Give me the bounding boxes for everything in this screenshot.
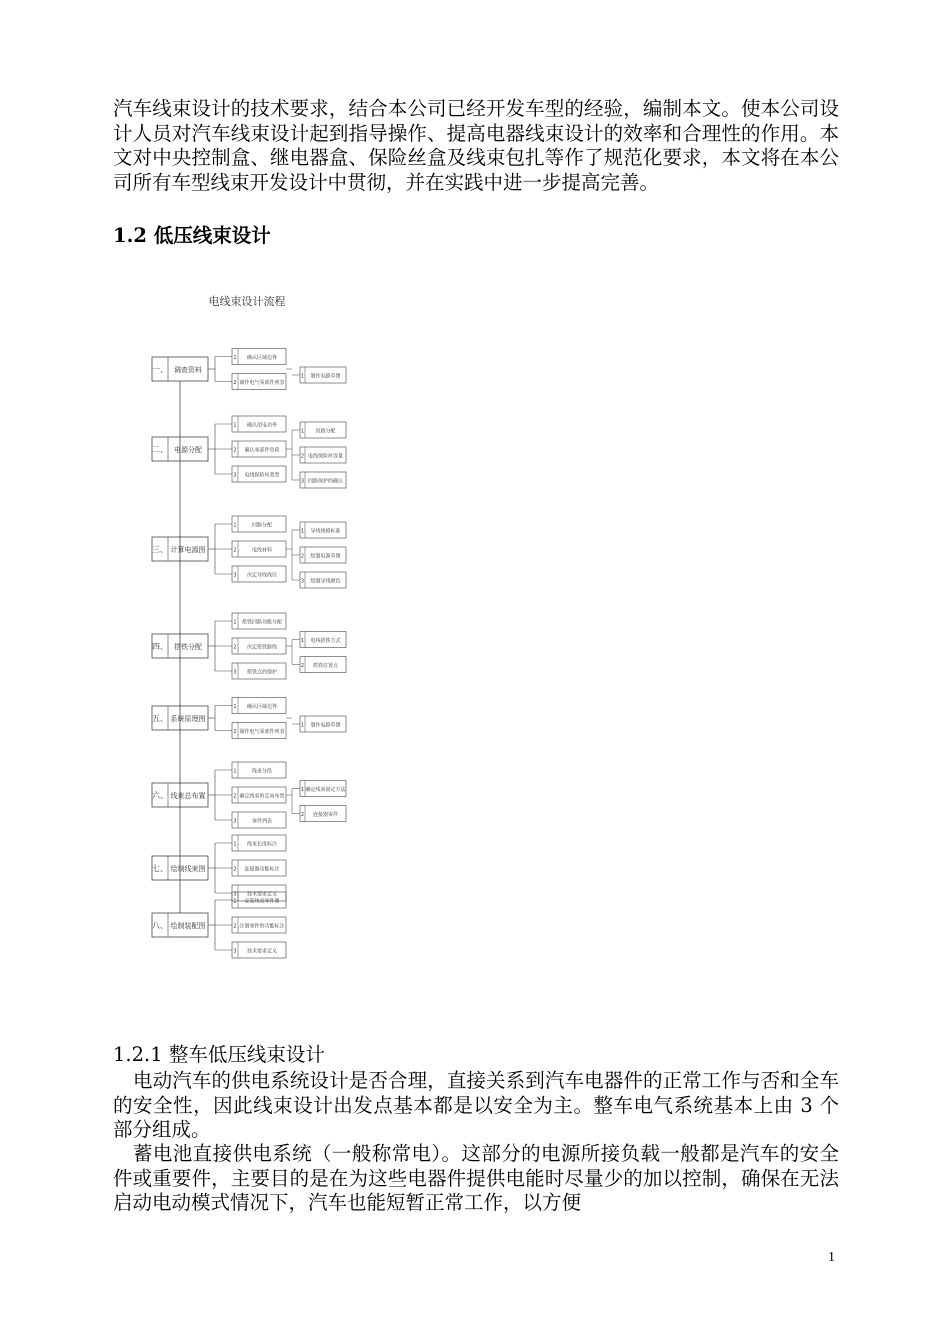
flowchart-item-number: 2 — [233, 923, 237, 930]
flowchart-item-label: 零件列表 — [251, 818, 273, 825]
flowchart-item-label: 决定导线线径 — [246, 572, 278, 579]
flowchart-item-label: 注册零件的功能标注 — [239, 923, 285, 930]
flowchart-item-number: 3 — [233, 948, 237, 955]
flowchart-output-label: 绘制电源草图 — [310, 553, 341, 560]
flowchart-output-label: 制作电路草图 — [310, 722, 341, 729]
flowchart-item-label: 安装线束零件图 — [244, 898, 280, 905]
flowchart-item-number: 1 — [233, 898, 237, 905]
flowchart-step-number: 六、 — [152, 791, 168, 800]
flowchart-item-label: 确认区域边界 — [246, 704, 278, 710]
flowchart-item-label: 连接器功能标注 — [244, 866, 280, 873]
section-heading: 1.2 低压线束设计 — [113, 224, 271, 247]
flowchart-output-number: 1 — [300, 787, 305, 793]
flowchart-output-number: 1 — [300, 373, 305, 380]
flowchart-output-label: 绘制导线颜色 — [310, 578, 341, 585]
flowchart-output-number: 2 — [300, 453, 305, 460]
flowchart-step-label: 电源分配 — [174, 446, 202, 454]
flowchart-output-number: 1 — [300, 722, 305, 729]
flowchart-item-number: 2 — [233, 380, 237, 386]
flowchart-output-number: 1 — [300, 638, 305, 644]
flowchart-item-number: 3 — [233, 572, 237, 579]
flowchart-item-label: 搭铁回路功能分配 — [241, 619, 283, 626]
flowchart-item-label: 线束分段 — [251, 768, 273, 775]
flowchart-item-number: 2 — [233, 547, 237, 554]
flowchart-output-label: 回路保护的确认 — [307, 478, 344, 485]
flowchart-output-number: 3 — [300, 478, 305, 485]
flowchart-item-label: 技术要求定义 — [246, 891, 278, 898]
flowchart-output-label: 搭铁位置点 — [312, 663, 339, 669]
flowchart-output-label: 制作电路草图 — [310, 373, 341, 380]
flowchart-step-number: 一、 — [152, 365, 168, 374]
flowchart-item-number: 1 — [233, 522, 237, 529]
flowchart-output-number: 2 — [300, 812, 305, 818]
flowchart-output-number: 2 — [300, 553, 305, 560]
flowchart-step-label: 计算电源图 — [170, 546, 206, 554]
flowchart-step-number: 五、 — [152, 714, 168, 723]
flowchart-item-label: 确定线束的走向布置 — [239, 793, 285, 800]
flowchart-output-number: 3 — [300, 578, 305, 585]
flowchart-item-number: 2 — [233, 644, 237, 651]
flowchart-item-label: 确认区域边界 — [246, 355, 278, 361]
flowchart-item-number: 1 — [233, 768, 237, 775]
flowchart-item-label: 确认用电功率 — [246, 422, 278, 429]
body-paragraph-1: 电动汽车的供电系统设计是否合理，直接关系到汽车电器件的正常工作与否和全车的安全性，因此线束设计出发点基本都是以安全为主。整车电气系统基本上由 3 个部分组成。 — [113, 1069, 839, 1141]
flowchart-item-label: 线束长度标注 — [246, 841, 278, 848]
page-number: 1 — [828, 1250, 835, 1265]
flowchart-item-label: 电线保险丝类型 — [244, 472, 280, 479]
flowchart-output-label: 电线搭铁方式 — [310, 638, 341, 644]
flowchart-item-number: 2 — [233, 866, 237, 873]
flowchart-item-number: 1 — [233, 355, 237, 361]
flowchart-item-number: 2 — [233, 793, 237, 800]
flowchart-step-label: 绘制线束图 — [170, 865, 206, 873]
flowchart-step-label: 调查资料 — [174, 366, 202, 374]
flowchart-output-label: 电线保险丝容量 — [307, 453, 344, 460]
flowchart-item-number: 1 — [233, 619, 237, 626]
flowchart-item-label: 制作电气零部件列表 — [239, 380, 285, 386]
flowchart-item-number: 2 — [233, 447, 237, 454]
flowchart-step-number: 三、 — [152, 545, 168, 554]
flowchart-step-number: 四、 — [152, 642, 168, 651]
flowchart-figure — [140, 285, 370, 975]
flowchart-step-label: 绘制装配图 — [170, 922, 206, 930]
flowchart-item-number: 2 — [233, 729, 237, 735]
flowchart-item-label: 决定搭铁路线 — [246, 644, 278, 651]
flowchart-item-number: 1 — [233, 704, 237, 710]
flowchart-step-number: 二、 — [152, 445, 168, 454]
flowchart-output-number: 1 — [300, 428, 305, 435]
flowchart-step-label: 搭铁分配 — [174, 643, 202, 651]
flowchart-output-number: 1 — [300, 528, 305, 535]
flowchart-body — [152, 349, 346, 959]
flowchart-output-label: 回路分配 — [315, 428, 336, 435]
flowchart-step-label: 系统原理图 — [170, 715, 206, 723]
flowchart-item-label: 电线材料 — [251, 547, 273, 554]
flowchart-item-label: 回路分配 — [251, 522, 273, 529]
intro-paragraph: 汽车线束设计的技术要求，结合本公司已经开发车型的经验，编制本文。使本公司设计人员对汽车线束设计起到指导操作、提高电器线束设计的效率和合理性的作用。本文对中央控制盒、继电器盒、保险丝盒及线束包扎等作了规范化要求，本文将在本公司所有车型线束开发设计中贯彻，并在实践中进一步提高完善。 — [113, 97, 839, 194]
flowchart-step-label: 线束总布置 — [170, 792, 206, 800]
subsection-heading: 1.2.1 整车低压线束设计 — [113, 1043, 325, 1066]
flowchart-item-number: 3 — [233, 669, 237, 676]
flowchart-output-label: 连接器零件 — [312, 812, 339, 818]
flowchart-step-number: 七、 — [152, 864, 168, 873]
flowchart-item-number: 1 — [233, 422, 237, 429]
flowchart-output-label: 导线规格标准 — [310, 528, 341, 535]
flowchart-item-number: 3 — [233, 891, 237, 898]
body-paragraph-2: 蓄电池直接供电系统（一般称常电）。这部分的电源所接负载一般都是汽车的安全件或重要件，主要目的是在为这些电器件提供电能时尽量少的加以控制，确保在无法启动电动模式情况下，汽车也能短暂正常工作，以方便 — [113, 1142, 839, 1214]
flowchart-output-number: 2 — [300, 663, 305, 669]
flowchart-title: 电线束设计流程 — [208, 295, 286, 308]
flowchart-item-number: 3 — [233, 472, 237, 479]
flowchart-step-number: 八、 — [152, 921, 168, 930]
flowchart-item-label: 确认零部件负荷 — [244, 447, 280, 454]
flowchart-item-label: 制作电气零部件列表 — [239, 729, 285, 735]
flowchart-item-number: 1 — [233, 841, 237, 848]
flowchart-item-number: 3 — [233, 818, 237, 825]
flowchart-item-label: 技术要求定义 — [246, 948, 278, 955]
flowchart-output-label: 确定线束固定方法 — [305, 787, 346, 793]
flowchart-item-label: 搭铁点的保护 — [246, 669, 278, 676]
